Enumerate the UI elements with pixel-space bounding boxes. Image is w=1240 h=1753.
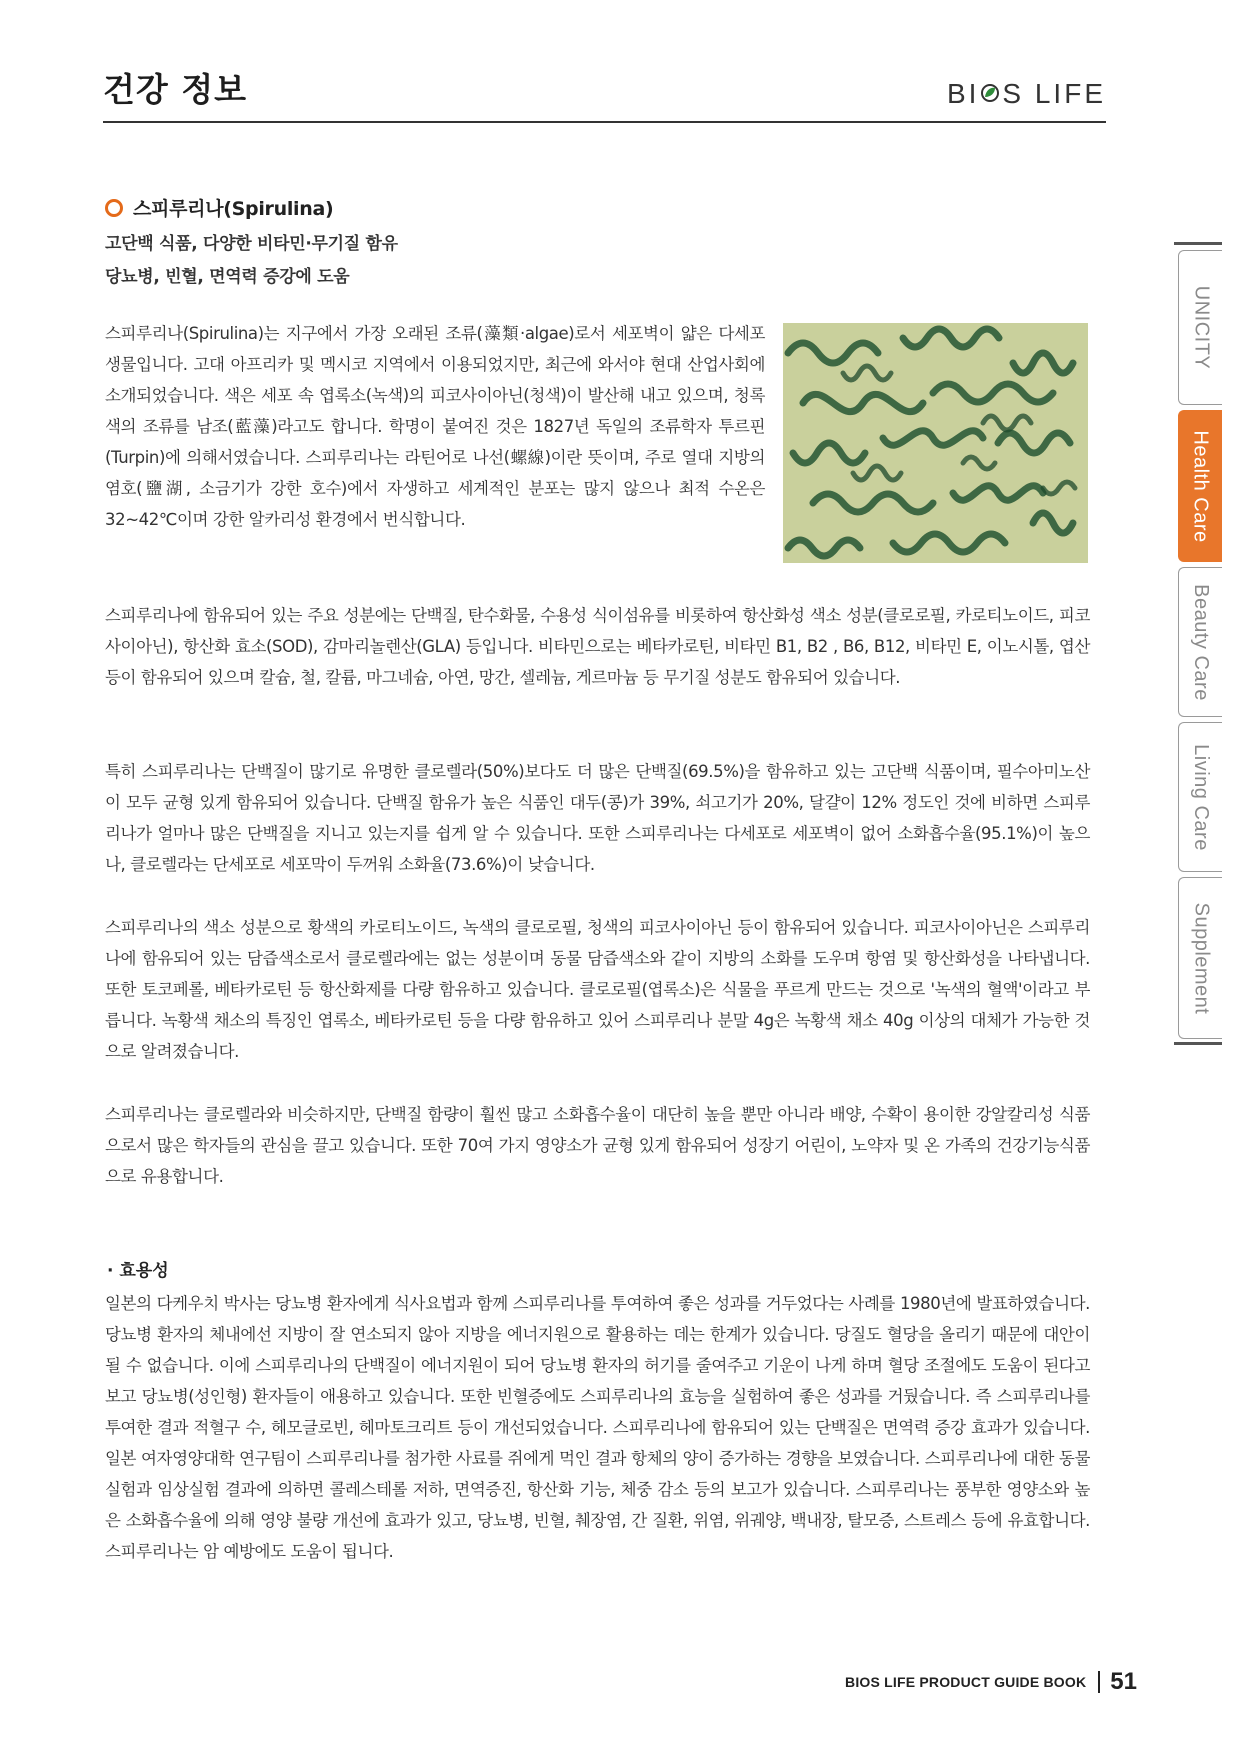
section-subtitle-1: 고단백 식품, 다양한 비타민·무기질 함유 <box>105 234 398 254</box>
tab-supplement-label: Supplement <box>1190 902 1212 1014</box>
footer-book-title: BIOS LIFE PRODUCT GUIDE BOOK <box>845 1674 1087 1690</box>
brand-leaf-icon <box>980 78 1000 98</box>
bullet-circle-icon <box>105 199 123 217</box>
paragraph-protein: 특히 스피루리나는 단백질이 많기로 유명한 클로렐라(50%)보다도 더 많은 단백질(69.5%)을 함유하고 있는 고단백 식품이며, 필수아미노산이 모두 균형 있게 함유되어 있습니다. 단백질 함유가 높은 식품인 대두(콩)가 39%, 쇠고기가 20%, 달걀이 12% 정도인 것에 비하면 스피루리나가 얼마나 많은 단백질을 지니고 있는지를 쉽게 알 수 있습니다. 또한 스피루리나는 다세포로 세포벽이 없어 소화흡수율(95.1%)이 높으나, 클로렐라는 단세포로 세포막이 두꺼워 소화율(73.6%)이 낮습니다. <box>105 762 1090 874</box>
header-divider <box>103 121 1106 123</box>
tab-unicity[interactable] <box>1178 250 1222 405</box>
section-heading <box>105 194 398 287</box>
page-title: 건강 정보 <box>103 70 248 109</box>
tab-unicity-label: UNICITY <box>1190 285 1212 370</box>
tab-health-care[interactable] <box>1178 410 1222 562</box>
section-subtitle-2: 당뇨병, 빈혈, 면역력 증강에 도움 <box>105 267 350 287</box>
efficacy-heading: · 효용성 <box>107 1261 169 1281</box>
tab-living-care-label: Living Care <box>1190 743 1213 851</box>
paragraph-pigments: 스피루리나의 색소 성분으로 황색의 카로티노이드, 녹색의 클로로필, 청색의 피코사이아닌 등이 함유되어 있습니다. 피코사이아닌은 스피루리나에 함유되어 있는 담즙색소로서 클로렐라에는 없는 성분이며 동물 담즙색소와 같이 지방의 소화를 도우며 항염 및 항산화성을 나타냅니다. 또한 토코페롤, 베타카로틴 등 항산화제를 다량 함유하고 있습니다. 클로로필(엽록소)은 식물을 푸르게 만드는 것으로 '녹색의 혈액'이라고 부릅니다. 녹황색 채소의 특징인 엽록소, 베타카로틴 등을 다량 함유하고 있어 스피루리나 분말 4g은 녹황색 채소 40g 이상의 대체가 가능한 것으로 알려졌습니다. <box>105 918 1090 1061</box>
tab-beauty-care[interactable] <box>1178 567 1222 717</box>
tab-supplement[interactable] <box>1178 877 1222 1039</box>
tab-living-care[interactable] <box>1178 722 1222 872</box>
section-title-text: 스피루리나(Spirulina) <box>133 198 334 220</box>
paragraph-efficacy: 일본의 다케우치 박사는 당뇨병 환자에게 식사요법과 함께 스피루리나를 투여하여 좋은 성과를 거두었다는 사례를 1980년에 발표하였습니다. 당뇨병 환자의 체내에선 지방이 잘 연소되지 않아 지방을 에너지원으로 활용하는 데는 한계가 있습니다. 당질도 혈당을 올리기 때문에 대안이 될 수 없습니다. 이에 스피루리나의 단백질이 에너지원이 되어 당뇨병 환자의 허기를 줄여주고 기운이 나게 하며 혈당 조절에도 도움이 된다고 보고 당뇨병(성인형) 환자들이 애용하고 있습니다. 또한 빈혈증에도 스피루리나의 효능을 실험하여 좋은 성과를 거뒀습니다. 즉 스피루리나를 투여한 결과 적혈구 수, 헤모글로빈, 헤마토크리트 등이 개선되었습니다. 스피루리나에 함유되어 있는 단백질은 면역력 증강 효과가 있습니다. 일본 여자영양대학 연구팀이 스피루리나를 첨가한 사료를 쥐에게 먹인 결과 항체의 양이 증가하는 경향을 보였습니다. 스피루리나에 대한 동물실험과 임상실험 결과에 의하면 콜레스테롤 저하, 면역증진, 항산화 기능, 체중 감소 등의 보고가 있습니다. 스피루리나는 풍부한 영양소와 높은 소화흡수율에 의해 영양 불량 개선에 효과가 있고, 당뇨병, 빈혈, 췌장염, 간 질환, 위염, 위궤양, 백내장, 탈모증, 스트레스 등에 유효합니다. 스피루리나는 암 예방에도 도움이 됩니다. <box>105 1294 1090 1561</box>
side-tabs-bottom-rule <box>1174 1042 1222 1045</box>
brand-name: BI S LIFE <box>946 78 1106 109</box>
spirulina-microscope-image <box>783 323 1088 563</box>
paragraph-summary: 스피루리나는 클로렐라와 비슷하지만, 단백질 함량이 훨씬 많고 소화흡수율이 대단히 높을 뿐만 아니라 배양, 수확이 용이한 강알칼리성 식품으로서 많은 학자들의 관심을 끌고 있습니다. 또한 70여 가지 영양소가 균형 있게 함유되어 성장기 어린이, 노약자 및 온 가족의 건강기능식품으로 유용합니다. <box>105 1105 1090 1186</box>
section-title <box>105 194 398 221</box>
tab-beauty-care-label: Beauty Care <box>1190 583 1213 701</box>
tab-health-care-label: Health Care <box>1190 429 1212 543</box>
side-tabs-top-rule <box>1174 242 1222 245</box>
footer-divider <box>1098 1671 1100 1693</box>
page-footer <box>845 1668 1137 1696</box>
paragraph-components: 스피루리나에 함유되어 있는 주요 성분에는 단백질, 탄수화물, 수용성 식이섬유를 비롯하여 항산화성 색소 성분(클로로필, 카로티노이드, 피코사이아닌), 항산화 효소(SOD), 감마리놀렌산(GLA) 등입니다. 비타민으로는 베타카로틴, 비타민 B1, B2 , B6, B12, 비타민 E, 이노시톨, 엽산 등이 함유되어 있으며 칼슘, 철, 칼륨, 마그네슘, 아연, 망간, 셀레늄, 게르마늄 등 무기질 성분도 함유되어 있습니다. <box>105 606 1090 687</box>
page-number: 51 <box>1110 1668 1137 1695</box>
brand-logo <box>947 78 1106 110</box>
paragraph-intro: 스피루리나(Spirulina)는 지구에서 가장 오래된 조류(藻類·algae)로서 세포벽이 얇은 다세포 생물입니다. 고대 아프리카 및 멕시코 지역에서 이용되었지만, 최근에 와서야 현대 산업사회에 소개되었습니다. 색은 세포 속 엽록소(녹색)의 피코사이아닌(청색)이 발산해 내고 있으며, 청록색의 조류를 남조(藍藻)라고도 합니다. 학명이 붙여진 것은 1827년 독일의 조류학자 투르핀(Turpin)에 의해서였습니다. 스피루리나는 라틴어로 나선(螺線)이란 뜻이며, 주로 열대 지방의 염호(鹽湖, 소금기가 강한 호수)에서 자생하고 세계적인 분포는 많지 않으나 최적 수온은 32~42℃이며 강한 알카리성 환경에서 번식합니다. <box>105 324 765 529</box>
